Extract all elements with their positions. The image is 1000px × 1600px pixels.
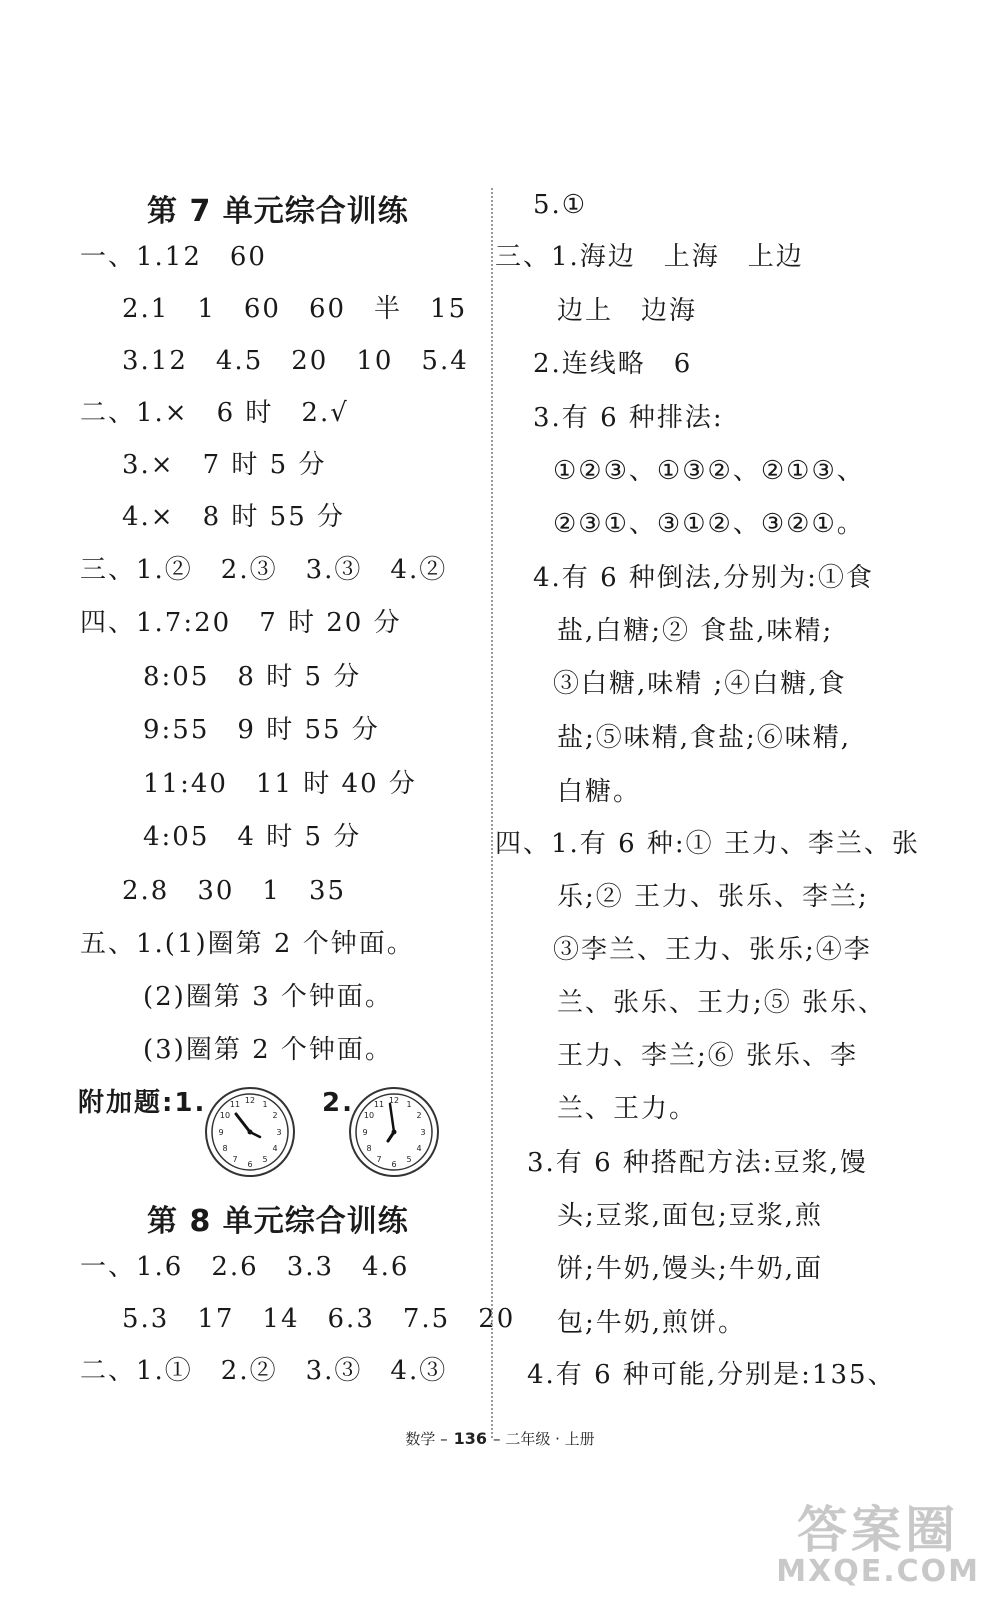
svg-text:11: 11 (229, 1100, 241, 1109)
unit8-title: 第 8 单元综合训练 (147, 1204, 409, 1239)
answer-line: 2.连线略 6 (533, 349, 693, 379)
answer-line: 8:05 8 时 5 分 (143, 662, 362, 692)
answer-line: ①②③、①③②、②①③、 (553, 456, 865, 486)
svg-text:7: 7 (232, 1155, 238, 1164)
answer-line: 乐;② 王力、张乐、李兰; (557, 882, 869, 912)
answer-line: ③白糖,味精 ;④白糖,食 (553, 669, 847, 699)
answer-line: ②③①、③①②、③②①。 (553, 509, 865, 539)
watermark-title: 答案圈 (797, 1501, 960, 1559)
answer-line: 2.1 1 60 60 半 15 (122, 294, 468, 324)
answer-line: 3.× 7 时 5 分 (122, 450, 327, 480)
extra-question-label: 附加题:1. (78, 1088, 207, 1118)
answer-line: 三、1.② 2.③ 3.③ 4.② (80, 555, 448, 585)
answer-line: 五、1.(1)圈第 2 个钟面。 (80, 929, 415, 959)
svg-text:7: 7 (376, 1155, 382, 1164)
answer-line: 4.有 6 种可能,分别是:135、 (527, 1360, 896, 1390)
svg-text:6: 6 (391, 1160, 397, 1169)
answer-line: 9:55 9 时 55 分 (143, 715, 380, 745)
answer-line: 一、1.6 2.6 3.3 4.6 (80, 1252, 410, 1282)
answer-line: 四、1.有 6 种:① 王力、李兰、张 (495, 829, 920, 859)
unit7-title: 第 7 单元综合训练 (147, 194, 409, 229)
page-footer (0, 1428, 1000, 1449)
answer-line: 白糖。 (557, 777, 642, 807)
svg-text:10: 10 (219, 1111, 231, 1120)
answer-line: 边上 边海 (557, 296, 698, 326)
column-divider (491, 188, 493, 1438)
footer-dash: – (493, 1430, 506, 1448)
answer-line: 四、1.7:20 7 时 20 分 (80, 608, 402, 638)
answer-line: 4:05 4 时 5 分 (143, 822, 362, 852)
svg-text:12: 12 (388, 1096, 400, 1105)
answer-line: 2.8 30 1 35 (122, 876, 347, 906)
svg-text:5: 5 (262, 1155, 268, 1164)
svg-text:5: 5 (406, 1155, 412, 1164)
svg-text:8: 8 (222, 1144, 228, 1153)
svg-text:4: 4 (272, 1144, 278, 1153)
svg-text:9: 9 (218, 1128, 224, 1137)
answer-line: 兰、张乐、王力;⑤ 张乐、 (557, 988, 887, 1018)
svg-text:12: 12 (244, 1096, 256, 1105)
svg-text:1: 1 (262, 1100, 268, 1109)
svg-text:2: 2 (272, 1111, 278, 1120)
answer-line: 包;牛奶,煎饼。 (557, 1308, 747, 1338)
svg-text:4: 4 (416, 1144, 422, 1153)
answer-line: 饼;牛奶,馒头;牛奶,面 (557, 1254, 824, 1284)
answer-line: 兰、王力。 (557, 1094, 698, 1124)
answer-line: (3)圈第 2 个钟面。 (143, 1035, 393, 1065)
page-number: 136 (453, 1429, 488, 1448)
answer-line: 盐,白糖;② 食盐,味精; (557, 616, 834, 646)
answer-line: 王力、李兰;⑥ 张乐、李 (557, 1041, 859, 1071)
answer-line: 5.① (533, 190, 588, 220)
svg-text:6: 6 (247, 1160, 253, 1169)
watermark-url: MXQE.COM (776, 1554, 980, 1589)
footer-grade: 二年级 · 上册 (505, 1430, 595, 1448)
answer-line: 3.12 4.5 20 10 5.4 (122, 346, 469, 376)
answer-line: 一、1.12 60 (80, 242, 267, 272)
answer-line: 盐;⑤味精,食盐;⑥味精, (557, 723, 852, 753)
answer-line: 5.3 17 14 6.3 7.5 20 (122, 1304, 516, 1334)
footer-subject: 数学 (405, 1430, 436, 1448)
answer-line: 4.有 6 种倒法,分别为:①食 (533, 563, 874, 593)
answer-line: 4.× 8 时 55 分 (122, 502, 346, 532)
svg-text:9: 9 (362, 1128, 368, 1137)
answer-line: 三、1.海边 上海 上边 (495, 242, 804, 272)
footer-dash: – (440, 1430, 448, 1448)
answer-line: 3.有 6 种排法: (533, 403, 724, 433)
answer-line: (2)圈第 3 个钟面。 (143, 982, 393, 1012)
clock-face-2 (348, 1086, 440, 1178)
svg-text:3: 3 (420, 1128, 426, 1137)
answer-line: 3.有 6 种搭配方法:豆浆,馒 (527, 1148, 868, 1178)
answer-line: 二、1.① 2.② 3.③ 4.③ (80, 1356, 448, 1386)
svg-text:8: 8 (366, 1144, 372, 1153)
svg-text:1: 1 (406, 1100, 412, 1109)
svg-text:2: 2 (416, 1111, 422, 1120)
svg-text:11: 11 (373, 1100, 385, 1109)
answer-line: 11:40 11 时 40 分 (143, 769, 417, 799)
answer-line: ③李兰、王力、张乐;④李 (553, 935, 872, 965)
svg-text:3: 3 (276, 1128, 282, 1137)
answer-line: 头;豆浆,面包;豆浆,煎 (557, 1201, 824, 1231)
watermark (776, 1501, 980, 1589)
clock-face-1 (204, 1086, 296, 1178)
answer-line: 二、1.× 6 时 2.√ (80, 398, 349, 428)
extra-question-label-2: 2. (322, 1088, 354, 1118)
svg-text:10: 10 (363, 1111, 375, 1120)
